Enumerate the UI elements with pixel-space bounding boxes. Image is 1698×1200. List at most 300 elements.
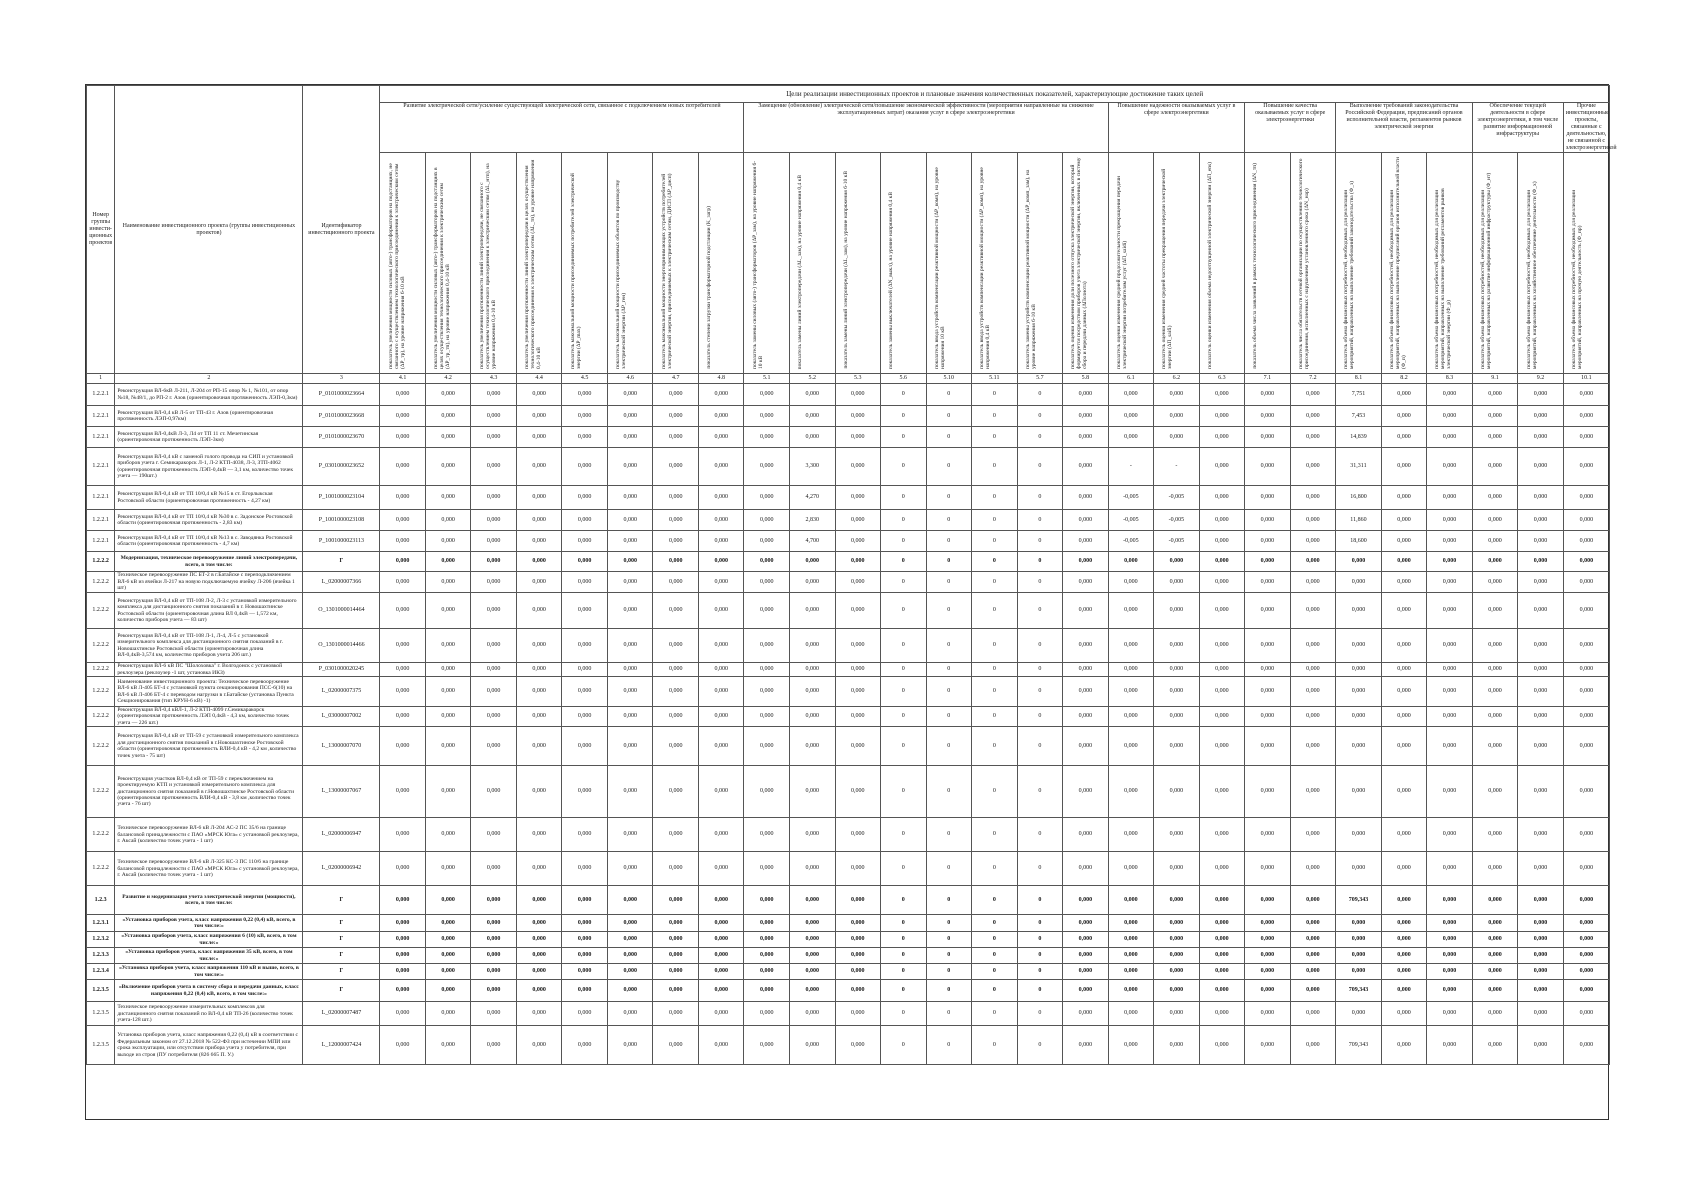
row-code: 1.2.2.2: [87, 677, 115, 707]
row-value: 0,000: [471, 852, 517, 886]
row-value: 0,000: [1563, 1026, 1609, 1065]
row-value: 0,000: [1108, 552, 1154, 572]
header-group-6: Обеспечение текущей деятельности в сфере электроэнергетики, в том числе развитие информационной инфраструктуры: [1472, 103, 1563, 153]
row-value: 0,000: [607, 427, 653, 448]
row-value: 0,000: [1154, 915, 1200, 932]
column-number: 9.2: [1518, 374, 1564, 384]
table-row: [87, 948, 1610, 964]
row-value: 0,000: [698, 964, 744, 980]
row-value: 0,000: [790, 852, 836, 886]
row-value: 0,000: [1290, 964, 1336, 980]
investment-table-sheet: [85, 84, 1617, 1120]
row-value: 0,000: [562, 406, 608, 427]
row-value: 0,000: [1063, 572, 1109, 593]
row-value: 0,000: [653, 727, 699, 766]
row-value: 0,000: [653, 766, 699, 818]
row-value: 0,000: [1563, 486, 1609, 510]
row-value: 0,000: [1427, 766, 1473, 818]
row-value: 0: [926, 818, 972, 852]
row-value: 0,000: [1154, 406, 1200, 427]
row-code: 1.2.2.1: [87, 427, 115, 448]
row-value: 0,000: [516, 427, 562, 448]
row-value: 0,000: [425, 629, 471, 663]
header-indicator-label: показатель оценки изменения объема недоотпущенной электрической энергии (ΔП_ens): [1206, 162, 1213, 369]
row-value: 0,000: [425, 852, 471, 886]
header-indicator-label: показатель замены линий электропередачи (ΔL_зам), на уровне напряжения 6-10 кВ: [842, 171, 849, 369]
row-value: 0,000: [380, 915, 426, 932]
row-value: 0,000: [1518, 486, 1564, 510]
row-value: 0,000: [562, 818, 608, 852]
row-code: 1.2.3.5: [87, 1002, 115, 1026]
row-value: 0,000: [1199, 593, 1245, 629]
row-value: 0,000: [562, 766, 608, 818]
row-value: 0,000: [1563, 629, 1609, 663]
row-value: 0,000: [1427, 486, 1473, 510]
row-project-id: O_1301000014466: [303, 629, 380, 663]
row-value: 0,000: [1154, 593, 1200, 629]
header-indicator: [744, 153, 790, 374]
row-value: 0,000: [1063, 531, 1109, 552]
row-value: 0,000: [1108, 727, 1154, 766]
row-value: 0,000: [471, 593, 517, 629]
table-row: [87, 766, 1610, 818]
row-value: 0: [881, 727, 927, 766]
row-value: 0,000: [1563, 531, 1609, 552]
row-value: 0,000: [744, 886, 790, 915]
row-value: 0,000: [425, 552, 471, 572]
row-value: 0,000: [380, 948, 426, 964]
row-value: 0,000: [1245, 677, 1291, 707]
row-value: 0,000: [1199, 427, 1245, 448]
row-value: 0,000: [471, 707, 517, 727]
row-value: 0,000: [1563, 852, 1609, 886]
row-value: 0,000: [1472, 932, 1518, 948]
row-project-id: Г: [303, 932, 380, 948]
row-value: 0,000: [562, 663, 608, 677]
row-value: 0,000: [471, 932, 517, 948]
header-indicator-label: показатель объема финансовых потребностей, необходимых для реализации мероприятий, направленных на хозяйственное обеспечение деятельности (Ф_х): [1525, 181, 1538, 369]
header-indicator: [1017, 153, 1063, 374]
column-number: 8.3: [1427, 374, 1473, 384]
row-value: 14,839: [1336, 427, 1382, 448]
row-value: 0,000: [1427, 932, 1473, 948]
row-value: 0,000: [1518, 406, 1564, 427]
row-value: 0,000: [1381, 629, 1427, 663]
row-value: 0,000: [471, 964, 517, 980]
row-value: 0,000: [1063, 1026, 1109, 1065]
column-number: 4.5: [562, 374, 608, 384]
table-row: [87, 552, 1610, 572]
row-value: 0,000: [1472, 427, 1518, 448]
header-indicator-label: показатель оценки изменения доли полезного отпуска электрической энергии, который формируется посредством приборов учета электрической энергии, включенных в систему сбора и передачи данных (ΔПолнота): [1070, 157, 1089, 369]
row-value: 0,000: [1427, 886, 1473, 915]
row-value: 0: [1017, 448, 1063, 486]
row-value: 0,000: [790, 932, 836, 948]
row-value: 0,000: [698, 932, 744, 948]
header-indicator: [425, 153, 471, 374]
row-value: 0,000: [1472, 980, 1518, 1002]
header-indicator: [1427, 153, 1473, 374]
row-value: 0,000: [380, 1026, 426, 1065]
row-project-name: «Установка приборов учета, класс напряжения 6 (10) кВ, всего, в том числе:»: [115, 932, 303, 948]
row-value: 0,000: [1336, 766, 1382, 818]
row-value: 0,000: [471, 980, 517, 1002]
row-value: 0,000: [653, 552, 699, 572]
row-value: 0,000: [1563, 572, 1609, 593]
row-value: 0,000: [653, 915, 699, 932]
row-value: 0,000: [607, 486, 653, 510]
row-value: 0,000: [1245, 1026, 1291, 1065]
header-id: Идентификатор инвестиционного проекта: [303, 86, 380, 374]
row-value: 0,000: [1472, 915, 1518, 932]
row-value: 0,000: [1518, 852, 1564, 886]
row-value: 0,000: [790, 629, 836, 663]
row-value: 0,000: [790, 707, 836, 727]
header-indicator: [1336, 153, 1382, 374]
row-value: 0,000: [698, 818, 744, 852]
row-project-name: Реконструкция ВЛ-6кВ Л-211, Л-204 от РП-15 опор № 1, №101, от опор №18, №48/1, до РП-2 г. Азов (ориентировочная протяженность ЛЭП-0,3км): [115, 384, 303, 406]
row-value: 0: [881, 593, 927, 629]
table-row: [87, 406, 1610, 427]
header-indicator: [516, 153, 562, 374]
row-value: 0,000: [1563, 886, 1609, 915]
row-value: 0: [972, 1002, 1018, 1026]
row-value: 0,000: [835, 448, 881, 486]
column-number: 8.2: [1381, 374, 1427, 384]
row-value: 0,000: [516, 915, 562, 932]
row-code: 1.2.2.1: [87, 531, 115, 552]
row-value: 0,000: [790, 886, 836, 915]
table-row: [87, 448, 1610, 486]
header-indicator: [562, 153, 608, 374]
row-project-id: Г: [303, 886, 380, 915]
row-value: 0,000: [653, 572, 699, 593]
row-value: 0,000: [835, 964, 881, 980]
header-indicator: [380, 153, 426, 374]
row-value: 0,000: [1245, 629, 1291, 663]
column-number: 4.2: [425, 374, 471, 384]
row-value: 0,000: [380, 932, 426, 948]
row-value: 0,000: [1108, 427, 1154, 448]
header-group-5: Выполнение требований законодательства Российской Федерации, предписаний органов исполнительной власти, регламентов рынков электрической энергии: [1336, 103, 1473, 153]
row-value: 0,000: [1063, 980, 1109, 1002]
row-value: 0,000: [380, 406, 426, 427]
row-project-name: Реконструкция ВЛ-0,4 кВ от ТП-59 с установкой измерительного комплекса для дистанционного снятия показаний в г.Новошахтинске Ростовской области (ориентировочная протяженность ВЛИ-0,4 кВ - 4,2 км ,количество точек учета - 75 шт): [115, 727, 303, 766]
table-row: [87, 1002, 1610, 1026]
row-value: 0,000: [653, 486, 699, 510]
row-value: 0,000: [425, 677, 471, 707]
row-value: 0,000: [471, 384, 517, 406]
row-value: 0,000: [1518, 448, 1564, 486]
row-value: 0,000: [380, 964, 426, 980]
row-value: 0,000: [835, 510, 881, 531]
row-value: 0,000: [1154, 427, 1200, 448]
row-value: 0,000: [835, 727, 881, 766]
row-value: 0,000: [425, 766, 471, 818]
row-value: 0,000: [1290, 572, 1336, 593]
table-row: [87, 915, 1610, 932]
row-value: 0,000: [1063, 593, 1109, 629]
row-value: 0,000: [835, 766, 881, 818]
row-value: 0,000: [1199, 384, 1245, 406]
row-value: 0,000: [1381, 486, 1427, 510]
row-value: 0,000: [607, 531, 653, 552]
header-indicator-label: показатель замены устройств компенсации реактивной мощности (ΔP_комп_зам), на уровне напряжения 6-10 кВ: [1024, 169, 1037, 369]
row-project-name: Реконструкция ВЛ-0,4кВ Л-3, Л4 от ТП 11 ст. Мечетинская (ориентировочная протяженность ЛЭП-3км): [115, 427, 303, 448]
row-value: 0,000: [698, 886, 744, 915]
row-value: 0,000: [1472, 707, 1518, 727]
row-value: 0: [1017, 384, 1063, 406]
row-value: 11,860: [1336, 510, 1382, 531]
table-row: [87, 510, 1610, 531]
row-value: 0,000: [835, 707, 881, 727]
row-value: 0,000: [1381, 727, 1427, 766]
row-value: 0,000: [1199, 980, 1245, 1002]
row-value: 0,000: [790, 593, 836, 629]
row-value: 0,000: [1427, 980, 1473, 1002]
row-code: 1.2.2.2: [87, 572, 115, 593]
row-value: 0,000: [380, 1002, 426, 1026]
row-value: 0,000: [380, 427, 426, 448]
row-value: 0,000: [790, 766, 836, 818]
row-value: 0,000: [516, 531, 562, 552]
row-value: 0,000: [835, 677, 881, 707]
row-value: 0,000: [380, 727, 426, 766]
row-value: 0,000: [744, 572, 790, 593]
row-value: 0,000: [1518, 677, 1564, 707]
row-value: 0,000: [471, 766, 517, 818]
row-value: 0: [1017, 964, 1063, 980]
table-row: [87, 980, 1610, 1002]
row-value: 0,000: [1563, 915, 1609, 932]
row-value: 0,000: [1427, 707, 1473, 727]
row-value: 0: [1017, 948, 1063, 964]
row-value: 0,000: [516, 486, 562, 510]
row-project-id: L_02000007366: [303, 572, 380, 593]
row-value: 0: [926, 572, 972, 593]
header-code: Номер группы инвести-ционных проектов: [87, 86, 115, 374]
row-value: 0,000: [607, 663, 653, 677]
row-value: 0,000: [1472, 531, 1518, 552]
row-value: 0: [1017, 572, 1063, 593]
row-value: 0,000: [835, 427, 881, 448]
row-value: 0,000: [471, 915, 517, 932]
row-value: 0,000: [1427, 663, 1473, 677]
header-indicator-label: показатель объема финансовых потребностей, необходимых для реализации мероприятий, направленных на выполнение предписаний органов исполнительной власти (Ф_п): [1388, 156, 1407, 369]
row-value: 0,000: [562, 384, 608, 406]
row-value: 0: [881, 915, 927, 932]
row-value: 0,000: [1245, 384, 1291, 406]
header-indicator: [1154, 153, 1200, 374]
row-value: 0,000: [835, 552, 881, 572]
row-value: 0,000: [1563, 510, 1609, 531]
row-value: 0,000: [516, 766, 562, 818]
row-value: 0,000: [653, 1002, 699, 1026]
row-value: 0,000: [1154, 663, 1200, 677]
row-value: 0: [926, 663, 972, 677]
row-value: 0,000: [1154, 980, 1200, 1002]
row-code: 1.2.3.5: [87, 980, 115, 1002]
row-project-name: Техническое перевооружение ВЛ-6 кВ Л-325 КС-3 ПС 110/6 на границе балансовой принадлежности с ПАО «МРСК Юга» с установкой реклоузера, г. Аксай (количество точек учета - 1 шт): [115, 852, 303, 886]
row-value: 0,000: [1381, 384, 1427, 406]
row-value: 0,000: [1245, 531, 1291, 552]
row-value: 709,343: [1336, 1026, 1382, 1065]
row-value: 0,000: [1199, 406, 1245, 427]
row-value: 0,000: [425, 932, 471, 948]
header-indicator-label: показатель оценки изменения средней частоты прекращения передачи электрической энергии (ΔП_saifi): [1161, 168, 1174, 369]
row-value: 0,000: [744, 663, 790, 677]
header-indicator: [835, 153, 881, 374]
row-value: 0,000: [380, 552, 426, 572]
row-value: 0,000: [653, 964, 699, 980]
row-value: 0,000: [698, 593, 744, 629]
row-value: 0,000: [1563, 663, 1609, 677]
row-code: 1.2.2.2: [87, 552, 115, 572]
table-row: [87, 486, 1610, 510]
column-number: 4.7: [653, 374, 699, 384]
table-row: [87, 572, 1610, 593]
row-value: 0,000: [744, 427, 790, 448]
header-goals-title: Цели реализации инвестиционных проектов и плановые значения количественных показателей, характеризующие достижение таких целей: [380, 86, 1610, 103]
row-value: 0,000: [1472, 1002, 1518, 1026]
row-value: 0,000: [1336, 948, 1382, 964]
column-number: 6.3: [1199, 374, 1245, 384]
row-project-id: L_13000007070: [303, 727, 380, 766]
table-row: [87, 677, 1610, 707]
row-value: 0,000: [380, 852, 426, 886]
row-value: 0,000: [698, 448, 744, 486]
header-group-7: Прочие инвестиционные проекты, связанные с деятельностью, не связанной с электроэнергетикой: [1563, 103, 1609, 153]
row-value: 0,000: [425, 486, 471, 510]
row-value: 0,000: [1472, 663, 1518, 677]
row-value: 0,000: [835, 948, 881, 964]
row-value: 0,000: [790, 677, 836, 707]
row-project-id: L_13000007067: [303, 766, 380, 818]
table-row: [87, 531, 1610, 552]
row-value: 0,000: [653, 818, 699, 852]
header-indicator: [1108, 153, 1154, 374]
table-row: [87, 427, 1610, 448]
row-value: 0,000: [1063, 932, 1109, 948]
row-value: 0,000: [1472, 572, 1518, 593]
row-code: 1.2.2.2: [87, 707, 115, 727]
row-value: 0,000: [1245, 510, 1291, 531]
row-value: 0,000: [1063, 852, 1109, 886]
row-value: 0,000: [1472, 448, 1518, 486]
row-value: 0,000: [516, 1026, 562, 1065]
row-value: 0,000: [1245, 486, 1291, 510]
column-number: 5.6: [881, 374, 927, 384]
row-value: 0,000: [1381, 948, 1427, 964]
row-value: 0,000: [1518, 593, 1564, 629]
row-value: 0,000: [380, 510, 426, 531]
row-value: 0: [972, 531, 1018, 552]
row-value: 0,000: [1063, 510, 1109, 531]
row-value: 0,000: [1381, 406, 1427, 427]
row-value: 0,000: [1290, 663, 1336, 677]
row-project-id: Г: [303, 964, 380, 980]
row-value: 0: [926, 593, 972, 629]
row-value: 0,000: [1381, 1026, 1427, 1065]
row-value: 0,000: [425, 980, 471, 1002]
row-value: 0,000: [1108, 964, 1154, 980]
row-project-id: P_0301000023652: [303, 448, 380, 486]
row-value: 0,000: [744, 552, 790, 572]
row-value: 0,000: [425, 707, 471, 727]
row-project-id: Г: [303, 948, 380, 964]
row-value: 0,000: [1199, 886, 1245, 915]
row-value: 0,000: [1336, 629, 1382, 663]
row-value: 0,000: [790, 427, 836, 448]
header-indicator-label: показатель максимальной мощности присоединяемых объектов по производству электрической энергии (ΔP_ген): [615, 179, 628, 369]
header-indicator-label: показатель объема финансовых потребностей, необходимых для реализации мероприятий, направленных на развитие информационной инфраструктуры (Ф_ит): [1479, 172, 1492, 369]
row-value: 0,000: [790, 964, 836, 980]
row-value: 0,000: [698, 1002, 744, 1026]
row-value: 0,000: [607, 1002, 653, 1026]
row-value: 0,000: [1199, 964, 1245, 980]
row-value: 0,000: [380, 572, 426, 593]
column-number: 5.8: [1063, 374, 1109, 384]
row-value: 0,000: [653, 406, 699, 427]
row-value: 2,830: [790, 510, 836, 531]
header-indicator-label: показатель объема финансовых потребностей, необходимых для реализации мероприятий, направленных на выполнение требований законодательства (Ф_з): [1343, 181, 1356, 369]
row-value: 0,000: [1563, 932, 1609, 948]
row-value: 0,000: [1108, 932, 1154, 948]
column-number: 5.7: [1017, 374, 1063, 384]
row-value: 0,000: [380, 980, 426, 1002]
row-value: 0: [1017, 663, 1063, 677]
row-project-name: «Включение приборов учета в систему сбора и передачи данных, класс напряжения 0,22 (0,4) кВ, всего, в том числе:»: [115, 980, 303, 1002]
row-value: -0,005: [1108, 486, 1154, 510]
row-value: 0,000: [516, 980, 562, 1002]
row-value: 0,000: [653, 948, 699, 964]
row-value: 0,000: [562, 727, 608, 766]
row-value: 0,000: [835, 980, 881, 1002]
row-project-name: Реконструкция ВЛ-0,4 кВ от ТП 10/0,4 кВ №30 в с. Задонское Ростовской области (ориентировочная протяженность - 2,83 км): [115, 510, 303, 531]
row-value: 0,000: [1336, 727, 1382, 766]
row-value: -0,005: [1154, 510, 1200, 531]
row-value: 0,000: [1290, 531, 1336, 552]
row-value: 0,000: [1154, 707, 1200, 727]
row-value: 0,000: [790, 915, 836, 932]
row-code: 1.2.2.1: [87, 486, 115, 510]
row-value: 0: [926, 727, 972, 766]
row-value: 0,000: [1063, 552, 1109, 572]
row-value: 0: [972, 448, 1018, 486]
row-value: 0,000: [425, 915, 471, 932]
header-indicator: [607, 153, 653, 374]
column-number: 5.11: [972, 374, 1018, 384]
row-value: 3,300: [790, 448, 836, 486]
row-value: 0: [972, 593, 1018, 629]
header-indicator: [926, 153, 972, 374]
header-indicator-label: показатель объема финансовых потребностей, необходимых для реализации мероприятий, направленных на выполнение требований регламентов рынков электрической энергии (Ф_р): [1434, 188, 1453, 369]
row-value: 0,000: [698, 552, 744, 572]
row-value: 0,000: [425, 572, 471, 593]
row-project-id: P_0101000023668: [303, 406, 380, 427]
row-project-name: «Установка приборов учета, класс напряжения 0,22 (0,4) кВ, всего, в том числе:»: [115, 915, 303, 932]
row-value: 0,000: [1427, 677, 1473, 707]
row-value: 0,000: [516, 384, 562, 406]
row-project-id: Г: [303, 980, 380, 1002]
row-project-name: Модернизация, техническое перевооружение линий электропередачи, всего, в том числе:: [115, 552, 303, 572]
row-value: 0,000: [516, 593, 562, 629]
row-value: 0,000: [1336, 707, 1382, 727]
row-project-id: L_03000007002: [303, 707, 380, 727]
row-value: 0: [881, 1026, 927, 1065]
row-value: 0,000: [1245, 766, 1291, 818]
row-value: 0,000: [1063, 406, 1109, 427]
